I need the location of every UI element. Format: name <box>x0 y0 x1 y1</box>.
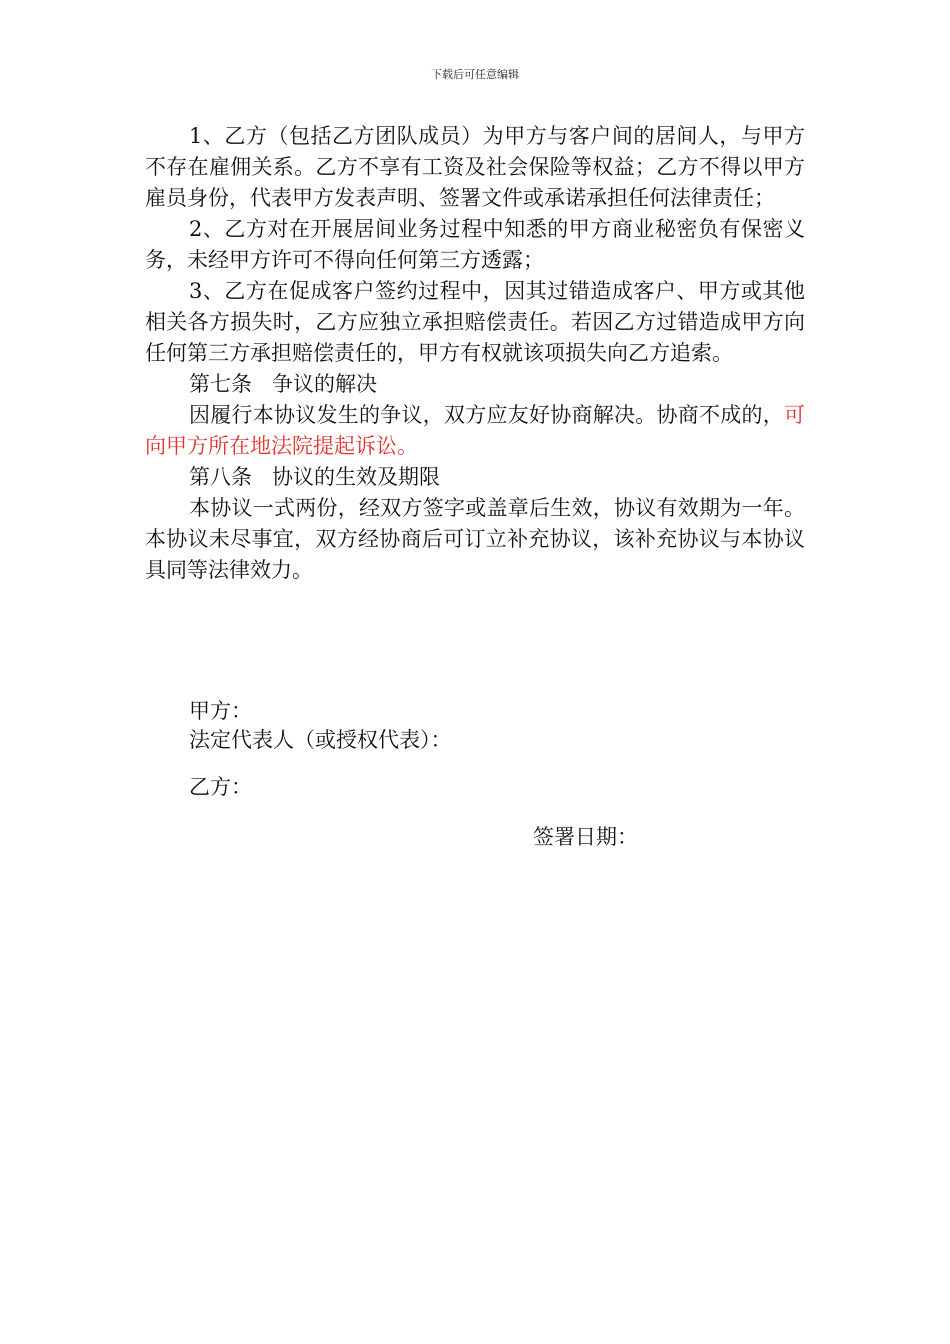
clause-paragraph-1: 1、乙方（包括乙方团队成员）为甲方与客户间的居间人，与甲方不存在雇佣关系。乙方不享有工资及社会保险等权益；乙方不得以甲方雇员身份，代表甲方发表声明、签署文件或承诺承担任何法律责任； <box>145 124 805 210</box>
clause-paragraph-2: 2、乙方对在开展居间业务过程中知悉的甲方商业秘密负有保密义务，未经甲方许可不得向任何第三方透露； <box>145 217 805 272</box>
contract-body <box>145 121 805 586</box>
article-7-heading: 第七条 争议的解决 <box>189 372 378 396</box>
signing-date-label: 签署日期： <box>533 825 638 849</box>
article-8-text: 本协议一式两份，经双方签字或盖章后生效，协议有效期为一年。本协议未尽事宜，双方经协商后可订立补充协议，该补充协议与本协议具同等法律效力。 <box>145 496 805 582</box>
article-7-text <box>145 400 805 462</box>
party-a-label: 甲方： <box>189 699 252 723</box>
header-note: 下载后可任意编辑 <box>431 68 519 81</box>
representative-label: 法定代表人（或授权代表）： <box>189 728 452 752</box>
article-7-text-highlight: 可向甲方所在地法院提起诉讼。 <box>145 403 805 458</box>
article-8-heading: 第八条 协议的生效及期限 <box>189 465 441 489</box>
clause-paragraph-3: 3、乙方在促成客户签约过程中，因其过错造成客户、甲方或其他相关各方损失时，乙方应独立承担赔偿责任。若因乙方过错造成甲方向任何第三方承担赔偿责任的，甲方有权就该项损失向乙方追索。 <box>145 279 805 365</box>
article-7-text-main: 因履行本协议发生的争议，双方应友好协商解决。协商不成的， <box>189 403 784 427</box>
party-b-label: 乙方： <box>189 775 252 799</box>
